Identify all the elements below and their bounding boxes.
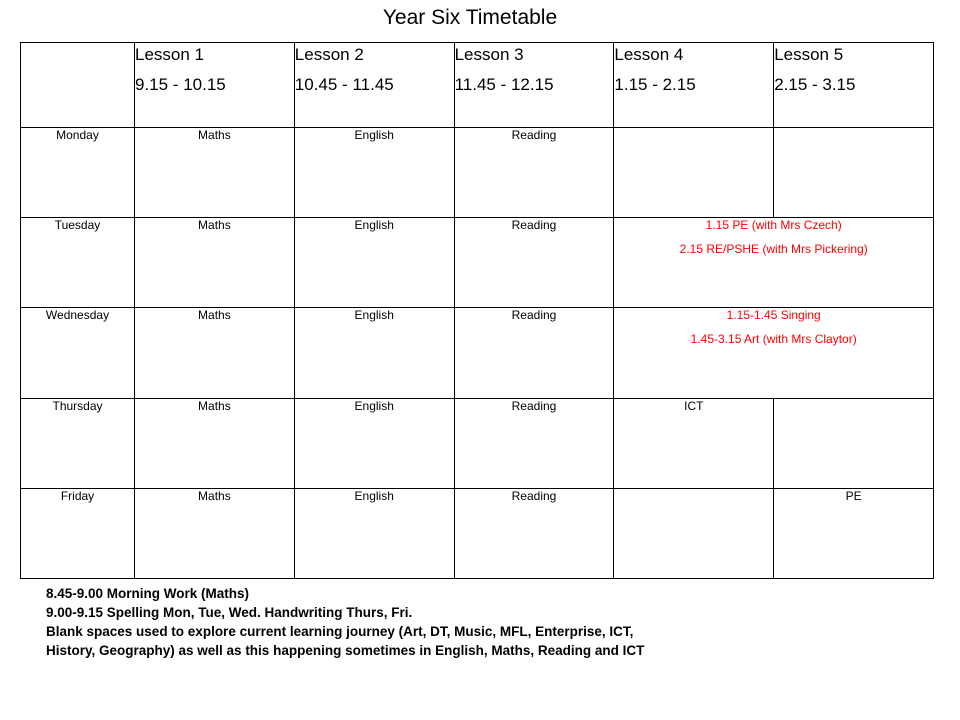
lesson-name: Lesson 3: [454, 45, 524, 64]
note-line: 8.45-9.00 Morning Work (Maths): [46, 586, 250, 601]
lesson-5-cell: [774, 398, 934, 488]
lesson-1-header: [135, 43, 295, 128]
lesson-1-cell: Maths: [135, 308, 295, 398]
lesson-1-cell: Maths: [135, 488, 295, 578]
lesson-2-cell: English: [294, 218, 454, 308]
page-title: Year Six Timetable: [382, 6, 558, 29]
day-label: Monday: [21, 128, 135, 218]
lesson-name: Lesson 1: [135, 45, 204, 64]
lesson-time: 2.15 - 3.15: [774, 75, 856, 94]
lesson-3-cell: Reading: [454, 218, 614, 308]
lesson-name: Lesson 2: [294, 45, 364, 64]
note-line: History, Geography) as well as this happening sometimes in English, Maths, Reading and ICT: [46, 643, 645, 658]
afternoon-note: 1.15 PE (with Mrs Czech): [705, 218, 842, 233]
lesson-3-cell: Reading: [454, 488, 614, 578]
afternoon-cell: [614, 218, 934, 308]
timetable: [20, 42, 934, 579]
monday-row: [21, 128, 934, 218]
afternoon-note: 2.15 RE/PSHE (with Mrs Pickering): [679, 242, 868, 257]
day-label: Friday: [21, 488, 135, 578]
lesson-2-cell: English: [294, 398, 454, 488]
thursday-row: [21, 398, 934, 488]
lesson-2-cell: English: [294, 488, 454, 578]
lesson-time: 9.15 - 10.15: [135, 75, 226, 94]
lesson-2-header: [294, 43, 454, 128]
lesson-2-cell: English: [294, 128, 454, 218]
note-line: Blank spaces used to explore current learning journey (Art, DT, Music, MFL, Enterprise, ICT,: [46, 624, 634, 639]
afternoon-note: 1.15-1.45 Singing: [726, 308, 821, 323]
day-label: Thursday: [21, 398, 135, 488]
lesson-4-cell: [614, 488, 774, 578]
wednesday-row: [21, 308, 934, 398]
lesson-3-cell: Reading: [454, 308, 614, 398]
friday-row: [21, 488, 934, 578]
lesson-2-cell: English: [294, 308, 454, 398]
lesson-name: Lesson 4: [614, 45, 684, 64]
lesson-3-header: [454, 43, 614, 128]
lesson-4-header: [614, 43, 774, 128]
lesson-4-cell: [614, 128, 774, 218]
afternoon-note: 1.45-3.15 Art (with Mrs Claytor): [690, 332, 857, 347]
lesson-time: 10.45 - 11.45: [294, 75, 394, 94]
corner-cell: [21, 43, 135, 128]
day-label: Wednesday: [21, 308, 135, 398]
lesson-1-cell: Maths: [135, 398, 295, 488]
header-row: [21, 43, 934, 128]
lesson-4-cell: ICT: [614, 398, 774, 488]
tuesday-row: [21, 218, 934, 308]
notes: [46, 584, 946, 660]
lesson-time: 1.15 - 2.15: [614, 75, 696, 94]
lesson-3-cell: Reading: [454, 128, 614, 218]
lesson-time: 11.45 - 12.15: [454, 75, 554, 94]
afternoon-cell: [614, 308, 934, 398]
lesson-5-cell: [774, 128, 934, 218]
lesson-1-cell: Maths: [135, 218, 295, 308]
lesson-5-header: [774, 43, 934, 128]
lesson-3-cell: Reading: [454, 398, 614, 488]
lesson-name: Lesson 5: [774, 45, 844, 64]
day-label: Tuesday: [21, 218, 135, 308]
lesson-5-cell: PE: [774, 488, 934, 578]
lesson-1-cell: Maths: [135, 128, 295, 218]
note-line: 9.00-9.15 Spelling Mon, Tue, Wed. Handwriting Thurs, Fri.: [46, 605, 413, 620]
